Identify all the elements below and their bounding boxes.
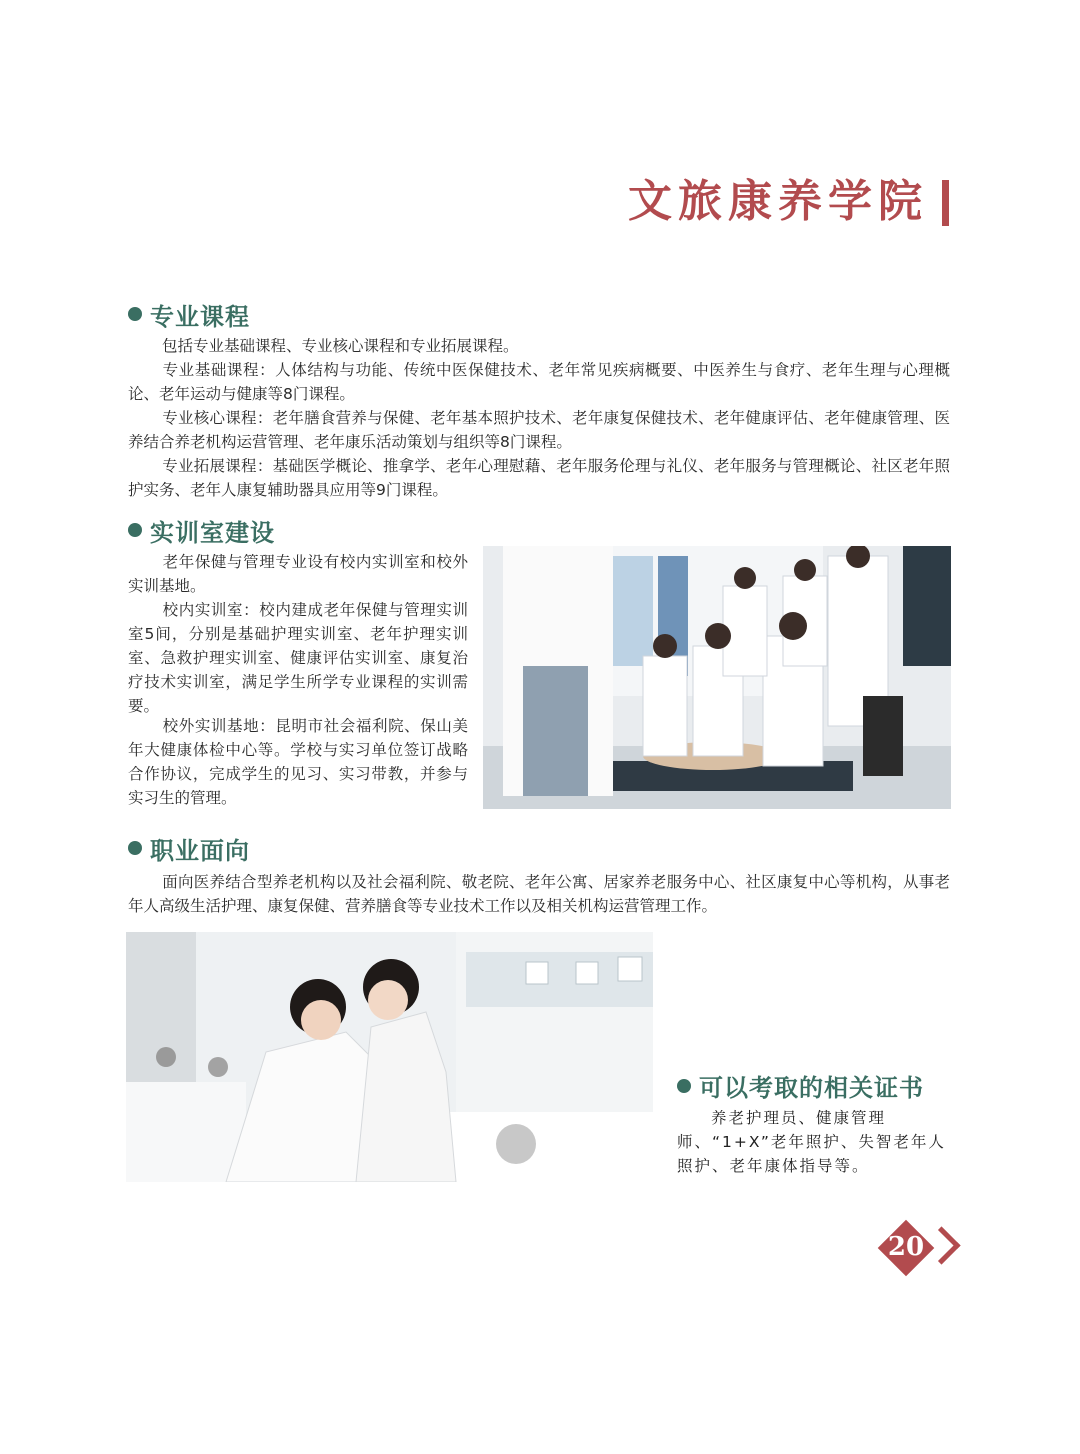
page-number: 20 <box>887 1232 925 1262</box>
section-career-title: 职业面向 <box>150 836 250 865</box>
training-paragraph-3: 校外实训基地：昆明市社会福利院、保山美年大健康体检中心等。学校与实习单位签订战略合作协议，完成学生的见习、实习带教，并参与实习生的管理。 <box>128 717 468 807</box>
bullet-dot-icon <box>128 523 142 537</box>
section-certificates-title: 可以考取的相关证书 <box>699 1074 924 1102</box>
section-training-heading <box>128 512 275 548</box>
training-paragraph-1: 老年保健与管理专业设有校内实训室和校外实训基地。 <box>128 553 468 595</box>
courses-paragraph-1: 包括专业基础课程、专业核心课程和专业拓展课程。 <box>162 337 519 355</box>
bullet-dot-icon <box>128 307 142 321</box>
page-title: 文旅康养学院 <box>628 176 928 227</box>
title-accent-bar <box>942 180 949 226</box>
section-courses-heading <box>128 296 250 332</box>
career-paragraph: 面向医养结合型养老机构以及社会福利院、敬老院、老年公寓、居家养老服务中心、社区康复中心等机构，从事老年人高级生活护理、康复保健、营养膳食等专业技术工作以及相关机构运营管理工作。 <box>128 873 950 915</box>
bullet-dot-icon <box>128 841 142 855</box>
section-career-heading <box>128 830 250 866</box>
section-courses-title: 专业课程 <box>150 302 250 331</box>
courses-paragraph-3: 专业核心课程：老年膳食营养与保健、老年基本照护技术、老年康复保健技术、老年健康评估、老年健康管理、医养结合养老机构运营管理、老年康乐活动策划与组织等8门课程。 <box>128 409 950 451</box>
training-room-photo <box>483 546 951 809</box>
training-paragraph-2: 校内实训室：校内建成老年保健与管理实训室5间，分别是基础护理实训室、老年护理实训室、急救护理实训室、健康评估实训室、康复治疗技术实训室，满足学生所学专业课程的实训需要。 <box>128 601 468 715</box>
section-training-title: 实训室建设 <box>150 518 275 547</box>
courses-paragraph-4: 专业拓展课程：基础医学概论、推拿学、老年心理慰藉、老年服务伦理与礼仪、老年服务与管理概论、社区老年照护实务、老年人康复辅助器具应用等9门课程。 <box>128 457 950 499</box>
section-certificates-heading <box>677 1068 924 1103</box>
bullet-dot-icon <box>677 1079 691 1093</box>
certificates-paragraph: 养老护理员、健康管理师、“1+X”老年照护、失智老年人照护、老年康体指导等。 <box>677 1109 946 1175</box>
courses-paragraph-2: 专业基础课程：人体结构与功能、传统中医保健技术、老年常见疾病概要、中医养生与食疗、老年生理与心理概论、老年运动与健康等8门课程。 <box>128 361 950 403</box>
elderly-care-photo <box>126 932 653 1182</box>
